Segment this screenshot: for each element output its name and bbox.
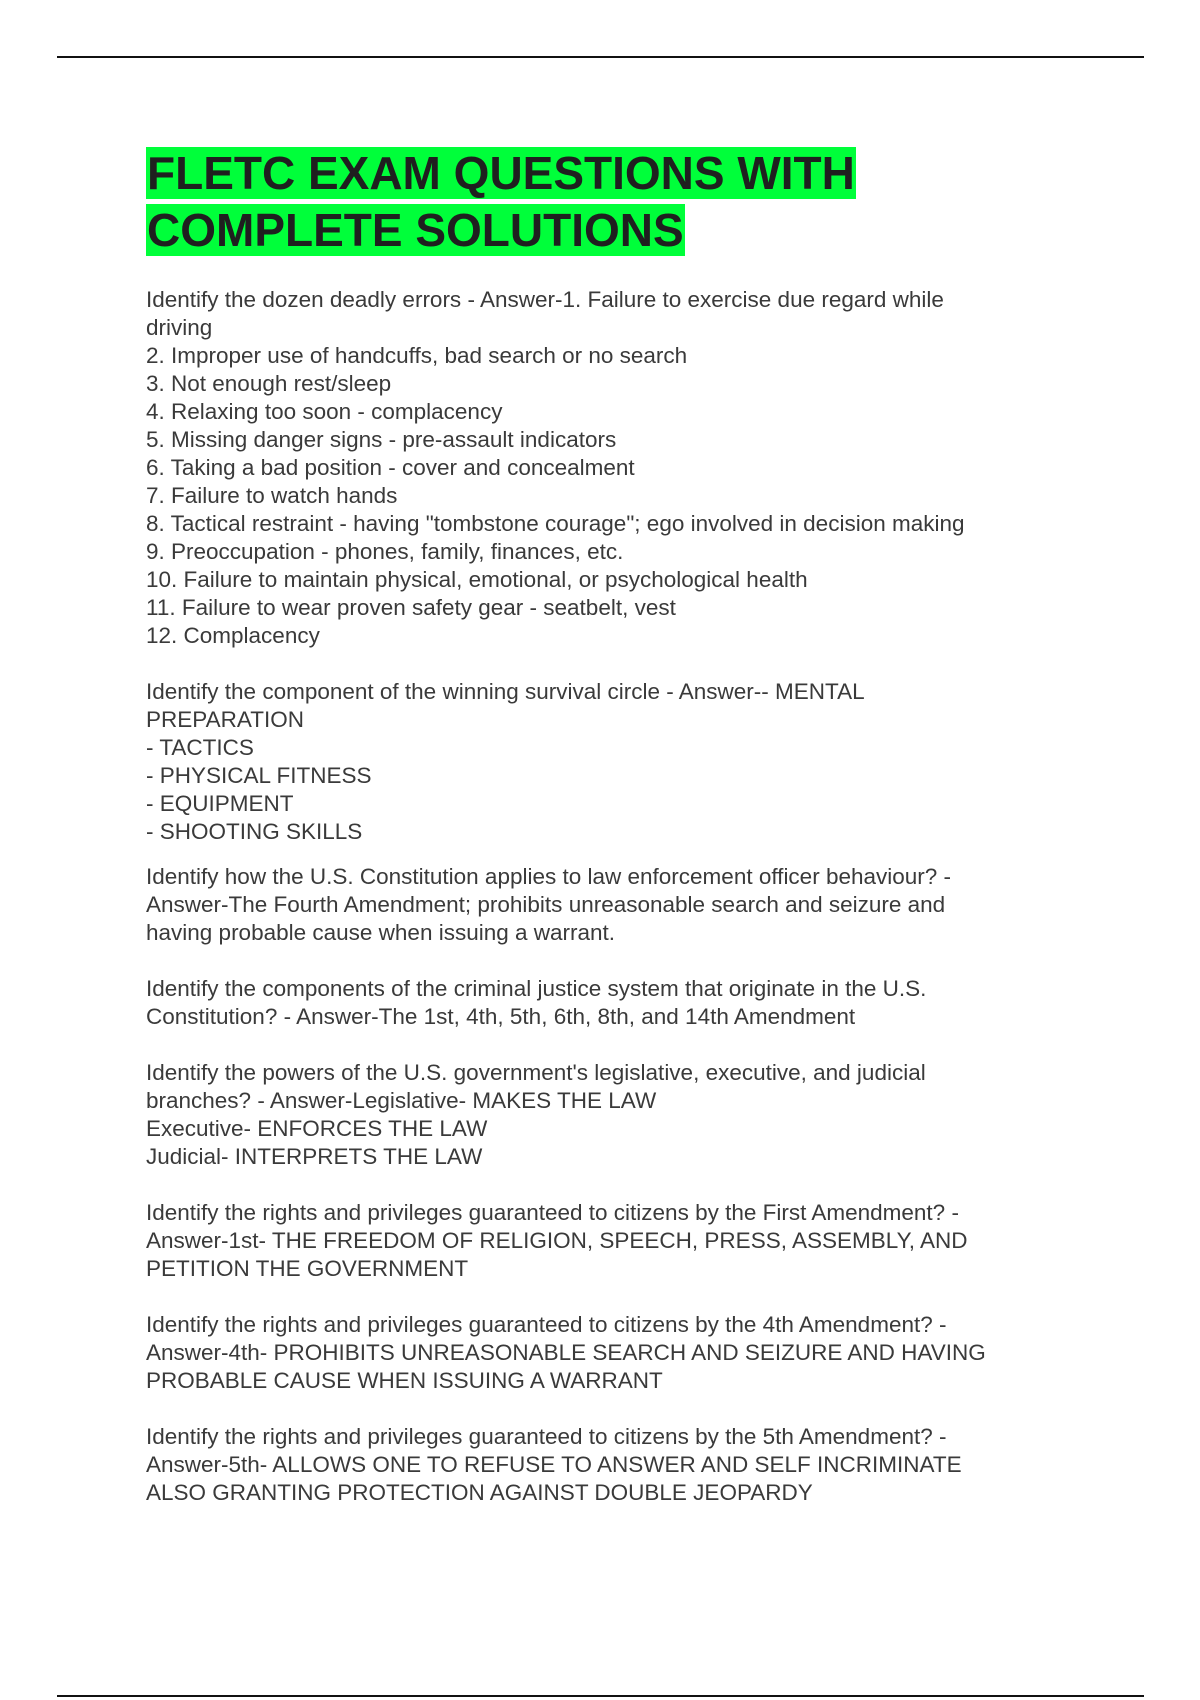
qa-line: 5. Missing danger signs - pre-assault indicators xyxy=(146,427,617,452)
qa-government-branches xyxy=(146,1059,1076,1171)
qa-line: PROBABLE CAUSE WHEN ISSUING A WARRANT xyxy=(146,1368,663,1393)
qa-line: 11. Failure to wear proven safety gear - seatbelt, vest xyxy=(146,595,676,620)
qa-line: 7. Failure to watch hands xyxy=(146,483,398,508)
qa-line: Identify the dozen deadly errors - Answer-1. Failure to exercise due regard while xyxy=(146,287,944,312)
qa-survival-circle xyxy=(146,678,1076,846)
qa-line: Identify the rights and privileges guaranteed to citizens by the First Amendment? - xyxy=(146,1200,959,1225)
qa-line: Judicial- INTERPRETS THE LAW xyxy=(146,1144,483,1169)
qa-line: 2. Improper use of handcuffs, bad search or no search xyxy=(146,343,688,368)
qa-line: Identify the component of the winning survival circle - Answer-- MENTAL xyxy=(146,679,865,704)
qa-fifth-amendment xyxy=(146,1423,1076,1507)
qa-line: - PHYSICAL FITNESS xyxy=(146,763,372,788)
qa-line: PETITION THE GOVERNMENT xyxy=(146,1256,469,1281)
footer-rule xyxy=(57,1695,1144,1697)
qa-line: Answer-4th- PROHIBITS UNREASONABLE SEARCH AND SEIZURE AND HAVING xyxy=(146,1340,986,1365)
qa-first-amendment xyxy=(146,1199,1076,1283)
qa-line: 8. Tactical restraint - having "tombstone courage"; ego involved in decision making xyxy=(146,511,965,536)
qa-line: Identify the powers of the U.S. government's legislative, executive, and judicial xyxy=(146,1060,926,1085)
qa-line: Executive- ENFORCES THE LAW xyxy=(146,1116,488,1141)
qa-line: PREPARATION xyxy=(146,707,304,732)
document-title xyxy=(146,145,1076,259)
qa-line: 10. Failure to maintain physical, emotional, or psychological health xyxy=(146,567,808,592)
page-content xyxy=(146,145,1076,1535)
qa-line: Answer-1st- THE FREEDOM OF RELIGION, SPEECH, PRESS, ASSEMBLY, AND xyxy=(146,1228,968,1253)
qa-dozen-deadly-errors xyxy=(146,286,1076,650)
qa-line: - EQUIPMENT xyxy=(146,791,294,816)
qa-line: Constitution? - Answer-The 1st, 4th, 5th, 6th, 8th, and 14th Amendment xyxy=(146,1004,856,1029)
qa-line: 3. Not enough rest/sleep xyxy=(146,371,392,396)
qa-line: branches? - Answer-Legislative- MAKES THE LAW xyxy=(146,1088,657,1113)
title-line-1: FLETC EXAM QUESTIONS WITH xyxy=(147,147,855,199)
qa-line: 9. Preoccupation - phones, family, finances, etc. xyxy=(146,539,624,564)
header-rule xyxy=(57,56,1144,58)
qa-line: Identify how the U.S. Constitution applies to law enforcement officer behaviour? - xyxy=(146,864,952,889)
qa-constitution-officer-behaviour xyxy=(146,863,1076,947)
qa-line: Identify the components of the criminal justice system that originate in the U.S. xyxy=(146,976,927,1001)
qa-line: ALSO GRANTING PROTECTION AGAINST DOUBLE JEOPARDY xyxy=(146,1480,813,1505)
qa-fourth-amendment xyxy=(146,1311,1076,1395)
qa-line: Answer-The Fourth Amendment; prohibits unreasonable search and seizure and xyxy=(146,892,946,917)
qa-list xyxy=(146,286,1076,1507)
qa-line: having probable cause when issuing a warrant. xyxy=(146,920,616,945)
qa-line: - TACTICS xyxy=(146,735,254,760)
qa-line: driving xyxy=(146,315,213,340)
qa-line: Identify the rights and privileges guaranteed to citizens by the 5th Amendment? - xyxy=(146,1424,947,1449)
qa-line: 12. Complacency xyxy=(146,623,320,648)
qa-line: Identify the rights and privileges guaranteed to citizens by the 4th Amendment? - xyxy=(146,1312,947,1337)
qa-line: 6. Taking a bad position - cover and concealment xyxy=(146,455,635,480)
qa-criminal-justice-components xyxy=(146,975,1076,1031)
qa-line: Answer-5th- ALLOWS ONE TO REFUSE TO ANSWER AND SELF INCRIMINATE xyxy=(146,1452,962,1477)
title-line-2: COMPLETE SOLUTIONS xyxy=(147,204,684,256)
qa-line: 4. Relaxing too soon - complacency xyxy=(146,399,503,424)
qa-line: - SHOOTING SKILLS xyxy=(146,819,363,844)
